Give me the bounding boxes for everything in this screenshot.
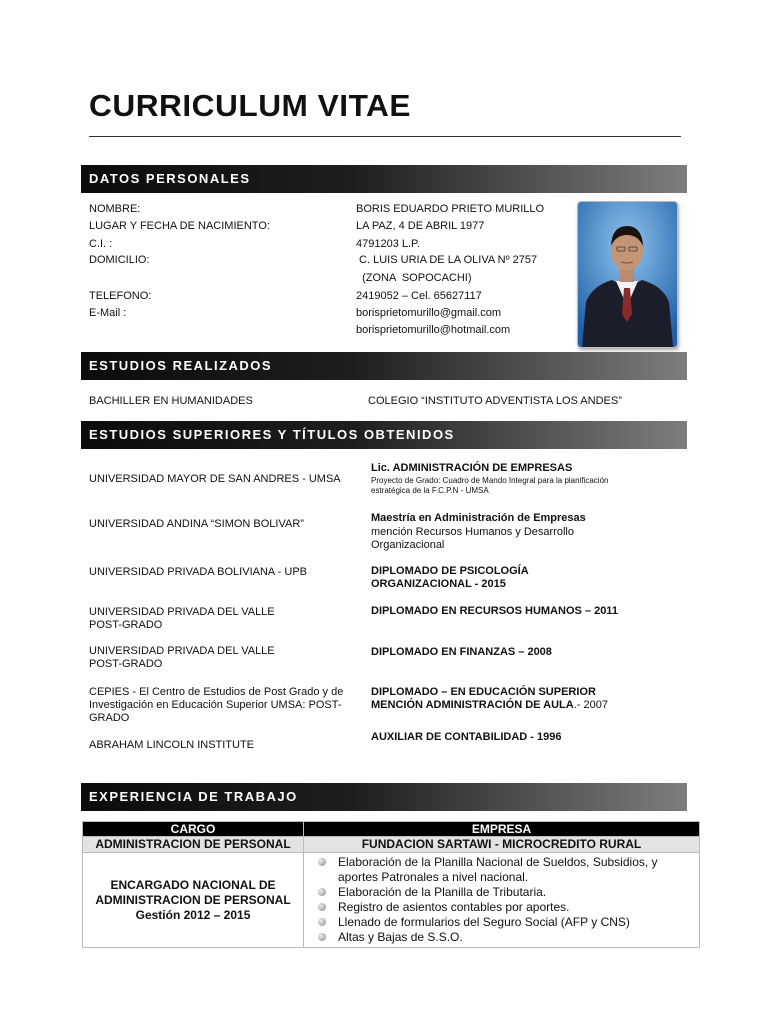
bullet-icon (318, 888, 326, 896)
institution-univalle-2: UNIVERSIDAD PRIVADA DEL VALLE POST-GRADO (89, 645, 275, 670)
title-divider (89, 136, 681, 137)
title-education-year: .- 2007 (573, 699, 608, 711)
task-list (304, 853, 699, 947)
section-personal-header: DATOS PERSONALES (81, 165, 687, 193)
bullet-icon (318, 918, 326, 926)
label-phone: TELEFONO: (89, 290, 152, 302)
list-item: Elaboración de la Planilla de Tributaria. (338, 885, 699, 900)
institution-cepies: CEPIES - El Centro de Estudios de Post Grado y de Investigación en Educación Superior UMSA: POST-GRADO (89, 686, 344, 724)
title-education-main: DIPLOMADO – EN EDUCACIÓN SUPERIOR MENCIÓN ADMINISTRACIÓN DE AULA (371, 686, 596, 711)
list-item: Altas y Bajas de S.S.O. (338, 930, 699, 945)
value-address: C. LUIS URIA DE LA OLIVA Nº 2757 (356, 254, 538, 266)
section-higher-header: ESTUDIOS SUPERIORES Y TÍTULOS OBTENIDOS (81, 421, 687, 449)
studies-degree: BACHILLER EN HUMANIDADES (89, 395, 253, 407)
position-title-2: ADMINISTRACION DE PERSONAL (95, 892, 291, 907)
title-accounting: AUXILIAR DE CONTABILIDAD - 1996 (371, 731, 562, 743)
title-masters: Maestría en Administración de Empresas (371, 512, 586, 524)
label-address: DOMICILIO: (89, 254, 150, 266)
position-title-1: ENCARGADO NACIONAL DE (110, 877, 276, 892)
title-lic: Lic. ADMINISTRACIÓN DE EMPRESAS (371, 462, 573, 474)
title-psych: DIPLOMADO DE PSICOLOGÍA ORGANIZACIONAL - 2015 (371, 565, 529, 590)
value-birth: LA PAZ, 4 DE ABRIL 1977 (356, 220, 485, 232)
value-ci: 4791203 L.P. (356, 238, 421, 250)
studies-school: COLEGIO “INSTITUTO ADVENTISTA LOS ANDES” (368, 395, 622, 407)
institution-lincoln: ABRAHAM LINCOLN INSTITUTE (89, 739, 255, 751)
title-masters-note: mención Recursos Humanos y Desarrollo Organizacional (371, 526, 574, 551)
label-birth: LUGAR Y FECHA DE NACIMIENTO: (89, 220, 270, 232)
title-finance: DIPLOMADO EN FINANZAS – 2008 (371, 646, 552, 658)
title-hr: DIPLOMADO EN RECURSOS HUMANOS – 2011 (371, 605, 618, 617)
position-cell (83, 853, 304, 948)
value-email-hotmail: borisprietomurillo@hotmail.com (356, 324, 511, 336)
institution-univalle-1: UNIVERSIDAD PRIVADA DEL VALLE POST-GRADO (89, 606, 275, 631)
profile-photo (577, 201, 678, 348)
bullet-icon (318, 903, 326, 911)
cargo-area: ADMINISTRACION DE PERSONAL (83, 837, 304, 853)
page-title: CURRICULUM VITAE (89, 88, 412, 123)
value-name: BORIS EDUARDO PRIETO MURILLO (356, 203, 545, 215)
value-email-gmail: borisprietomurillo@gmail.com (356, 307, 502, 319)
column-header-empresa: EMPRESA (304, 822, 700, 837)
list-item: Llenado de formularios del Seguro Social (AFP y CNS) (338, 915, 699, 930)
position-period: Gestión 2012 – 2015 (135, 907, 251, 922)
bullet-icon (318, 933, 326, 941)
tasks-cell (304, 853, 700, 948)
section-studies-header: ESTUDIOS REALIZADOS (81, 352, 687, 380)
title-education (371, 686, 641, 712)
work-table (82, 821, 700, 948)
value-zone: (ZONA SOPOCACHI) (356, 272, 472, 284)
label-name: NOMBRE: (89, 203, 141, 215)
title-lic-note: Proyecto de Grado: Cuadro de Mando Integral para la planificación estratégica de la F.C.P.N - UMSA (371, 476, 609, 495)
portrait-image (578, 202, 677, 347)
institution-upb: UNIVERSIDAD PRIVADA BOLIVIANA - UPB (89, 566, 308, 578)
institution-umsa: UNIVERSIDAD MAYOR DE SAN ANDRES - UMSA (89, 473, 341, 485)
list-item: Elaboración de la Planilla Nacional de Sueldos, Subsidios, y aportes Patronales a nivel nacional. (338, 855, 699, 885)
section-work-header: EXPERIENCIA DE TRABAJO (81, 783, 687, 811)
value-phone: 2419052 – Cel. 65627117 (356, 290, 482, 302)
label-email: E-Mail : (89, 307, 127, 319)
label-ci: C.I. : (89, 238, 113, 250)
institution-uasb: UNIVERSIDAD ANDINA “SIMON BOLIVAR” (89, 518, 304, 530)
bullet-icon (318, 858, 326, 866)
empresa-name: FUNDACION SARTAWI - MICROCREDITO RURAL (304, 837, 700, 853)
column-header-cargo: CARGO (83, 822, 304, 837)
list-item: Registro de asientos contables por aportes. (338, 900, 699, 915)
